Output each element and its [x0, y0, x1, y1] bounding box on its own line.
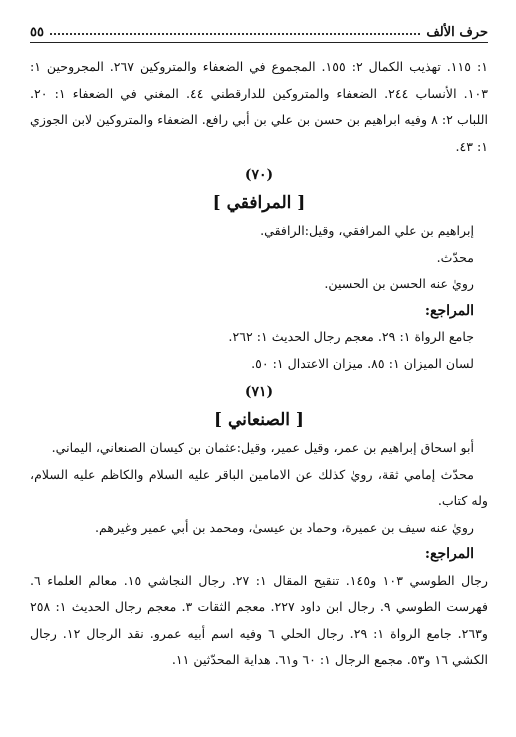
- entry-line: إبراهيم بن علي المرافقي، وقيل:الرافقي.: [260, 223, 474, 238]
- header-rule: [30, 42, 488, 43]
- page-content: [30, 54, 488, 674]
- entry-number: (٧٠): [244, 167, 274, 183]
- entry-line: رويٰ عنه سيف بن عميرة، وحماد بن عيسىٰ، ومحمد بن أبي عمير وغيرهم.: [94, 519, 474, 535]
- section-title: حرف الألف: [426, 25, 488, 40]
- reference-line: لسان الميزان ١: ٨٥. ميزان الاعتدال ١: ٥٠.: [251, 355, 474, 371]
- header-dot-leader: [50, 33, 420, 35]
- entry-line: محدّث.: [436, 249, 474, 265]
- entry-70: [30, 162, 488, 377]
- running-header: [30, 16, 488, 40]
- references-paragraph: رجال الطوسي ١٠٣ و١٤٥. تنقيح المقال ١: ٢٧. رجال النجاشي ١٥. معالم العلماء ٦. فهرست الطوسي ٩. رجال ابن داود ٢٢٧. معجم الثقات ٣. معجم رجال الحديث ١: ٢٥٨ و٢٦٣. جامع الرواة ١: ٢٩. رجال الحلي ٦ وفيه اسم أبيه عمرو. نقد الرجال ١٢. رجال الكشي ١٦ و٥٣. مجمع الرجال ١: ٦٠ و٦١. هداية المحدّثين ١١.: [30, 572, 489, 667]
- entry-number: (٧١): [244, 384, 274, 400]
- page-number: ٥٥: [30, 25, 44, 40]
- entry-title: [ المرافقي ]: [212, 193, 306, 213]
- references-heading: المراجع:: [424, 302, 474, 319]
- entry-line: رويٰ عنه الحسن بن الحسين.: [324, 276, 474, 291]
- entry-line: محدّث إمامي ثقة، رويٰ كذلك عن الامامين الباقر عليه السلام والكاظم عليه السلام، وله كتاب.: [30, 466, 488, 508]
- reference-line: جامع الرواة ١: ٢٩. معجم رجال الحديث ١: ٢٦٢.: [228, 329, 474, 344]
- entry-71: [30, 379, 488, 674]
- entry-line: أبو اسحاق إبراهيم بن عمر، وقيل عمير، وقيل:عثمان بن كيسان الصنعاني، اليماني.: [51, 440, 474, 455]
- entry-title: [ الصنعاني ]: [214, 410, 304, 430]
- previous-entry-references: ١: ١١٥. تهذيب الكمال ٢: ١٥٥. المجموع في الضعفاء والمتروكين ٢٦٧. المجروحين ١: ١٠٣. الأنساب ٢٤٤. الضعفاء والمتروكين للدارقطني ٤٤. المغني في الضعفاء ١: ٢٠. اللباب ٢: ٨ وفيه ابراهيم بن حسن بن علي بن أبي رافع. الضعفاء والمتروكين لابن الجوزي ١: ٤٣.: [30, 59, 488, 154]
- references-heading: المراجع:: [424, 546, 474, 562]
